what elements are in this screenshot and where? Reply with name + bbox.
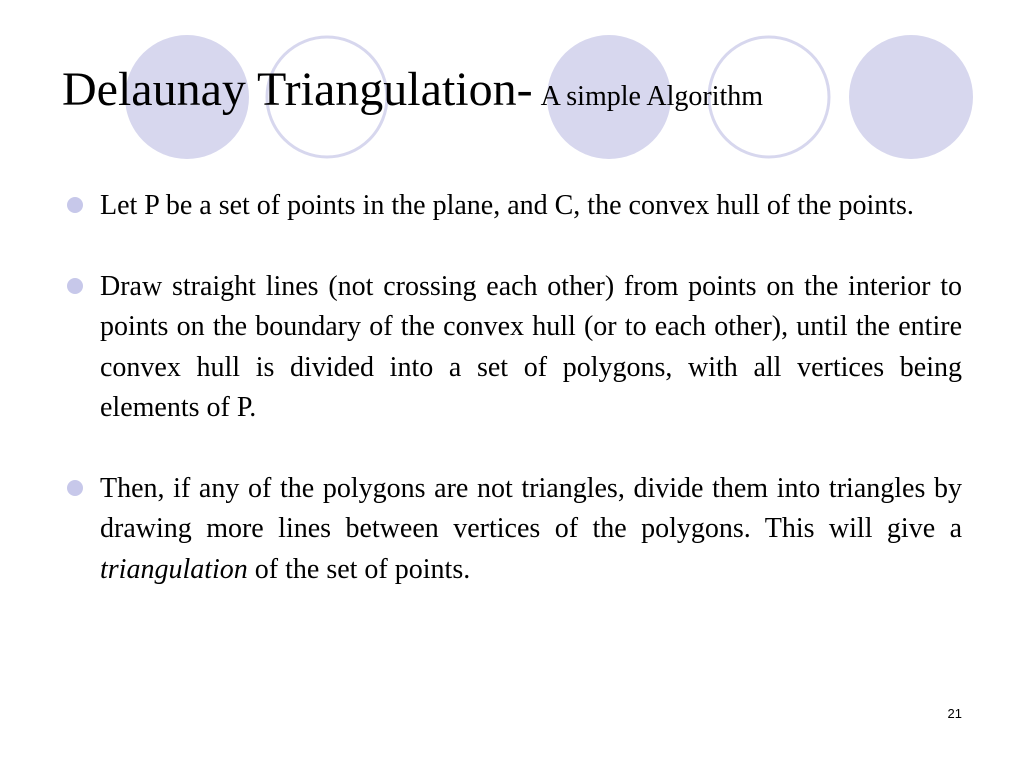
bullet-list xyxy=(66,186,962,590)
slide-title xyxy=(62,63,764,116)
bullet-text: Draw straight lines (not crossing each other) from points on the interior to points on the boundary of the convex hull (or to each other), until the entire convex hull is divided into a set of polygons, with all vertices being elements of P. xyxy=(100,270,962,423)
bullet-item-2 xyxy=(66,267,962,429)
title-subtitle: A simple Algorithm xyxy=(540,81,764,112)
bullet-text: Let P be a set of points in the plane, and C, the convex hull of the points. xyxy=(100,190,914,221)
bullet-item-1 xyxy=(66,186,962,227)
bullet-text-before: Then, if any of the polygons are not triangles, divide them into triangles by drawing more lines between vertices of the polygons. This will give a xyxy=(100,472,962,544)
title-main: Delaunay Triangulation- xyxy=(62,63,533,116)
bullet-dot-icon xyxy=(66,277,84,295)
bullet-text-after: of the set of points. xyxy=(247,553,471,585)
bullet-text-emphasis: triangulation xyxy=(100,553,248,585)
bullet-dot-icon xyxy=(66,479,84,497)
page-number: 21 xyxy=(947,706,962,721)
bullet-item-3 xyxy=(66,469,962,591)
decor-circle-filled-3 xyxy=(849,35,973,159)
bullet-dot-icon xyxy=(66,196,84,214)
